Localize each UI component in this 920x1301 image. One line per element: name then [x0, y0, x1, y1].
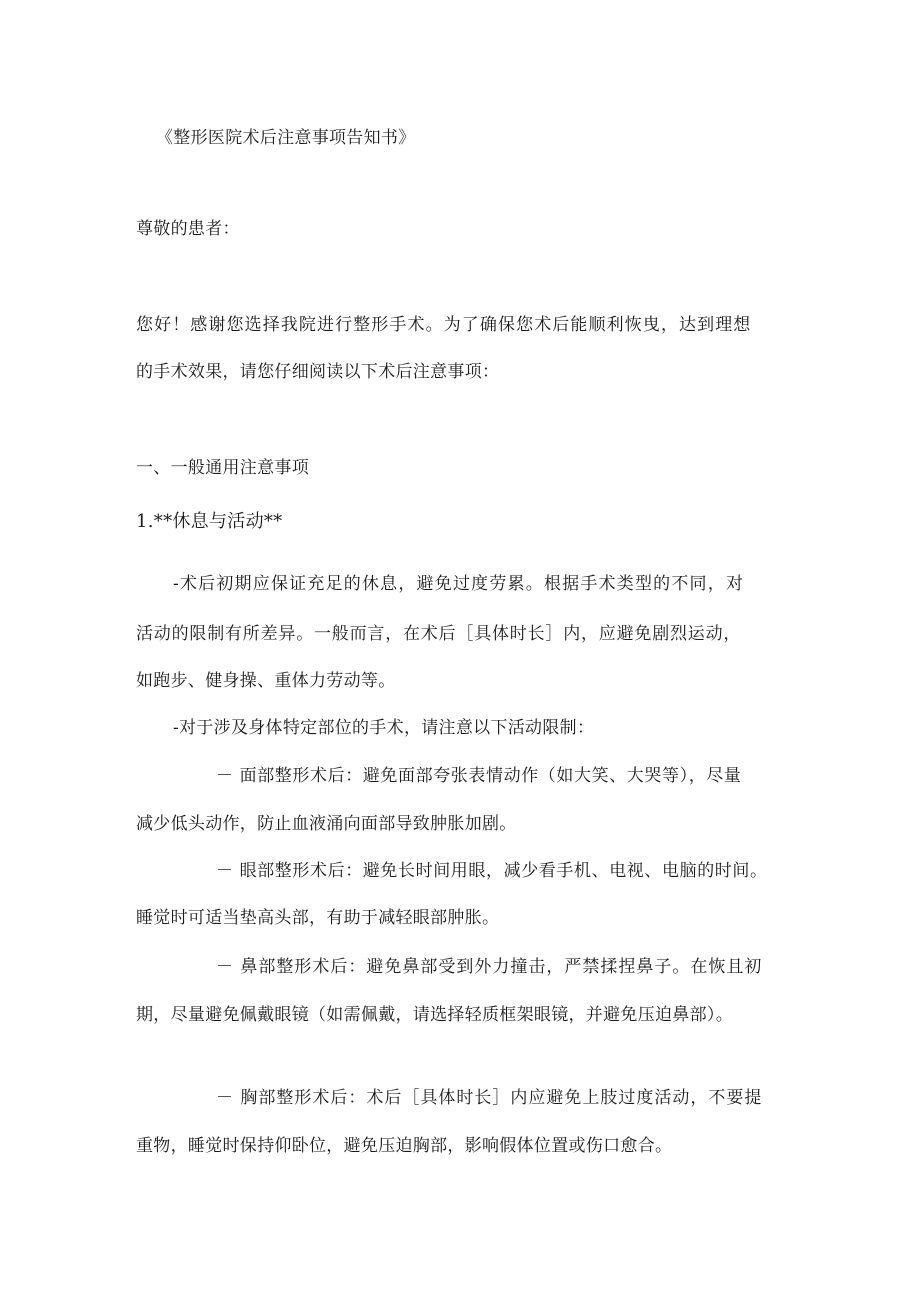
section-heading-general: 一、一般通用注意事项	[136, 458, 309, 478]
eye-item-line-2: 睡觉时可适当垫高头部，有助于减轻眼部肿胀。	[136, 908, 500, 928]
document-title: 《整形医院术后注意事项告知书》	[156, 128, 416, 148]
face-item-line-1: － 面部整形术后：避免面部夸张表情动作（如大笑、大哭等），尽量	[216, 766, 742, 786]
rest-paragraph-line-2: 活动的限制有所差异。一般而言，在术后［具体时长］内，应避免剧烈运动，	[136, 624, 742, 644]
special-parts-intro: -对于涉及身体特定部位的手术，请注意以下活动限制：	[173, 718, 595, 738]
rest-paragraph-line-1: -术后初期应保证充足的休息，避免过度劳累。根据手术类型的不同，对	[173, 574, 745, 594]
face-item-line-2: 减少低头动作，防止血液涌向面部导致肿胀加剧。	[136, 814, 517, 834]
subsection-heading-rest: 1.**休息与活动**	[136, 511, 283, 532]
intro-line-2: 的手术效果，请您仔细阅读以下术后注意事项：	[136, 362, 500, 382]
rest-paragraph-line-3: 如跑步、健身操、重体力劳动等。	[136, 671, 396, 691]
nose-item-line-1: － 鼻部整形术后：避免鼻部受到外力撞击，严禁揉捏鼻子。在恢且初	[216, 957, 763, 977]
intro-line-1: 您好！感谢您选择我院进行整形手术。为了确保您术后能顺利恢曳，达到理想	[136, 315, 752, 335]
chest-item-line-2: 重物，睡觉时保持仰卧位，避免压迫胸部，影响假体位置或伤口愈合。	[136, 1136, 673, 1156]
chest-item-line-1: － 胸部整形术后：术后［具体时长］内应避免上肢过度活动，不要提	[216, 1088, 763, 1108]
nose-item-line-2: 期，尽量避免佩戴眼镜（如需佩戴，请选择轻质框架眼镜，并避免压迫鼻部）。	[136, 1005, 733, 1025]
salutation: 尊敬的患者：	[136, 219, 240, 239]
eye-item-line-1: － 眼部整形术后：避免长时间用眼，减少看手机、电视、电脑的时间。	[216, 861, 768, 881]
